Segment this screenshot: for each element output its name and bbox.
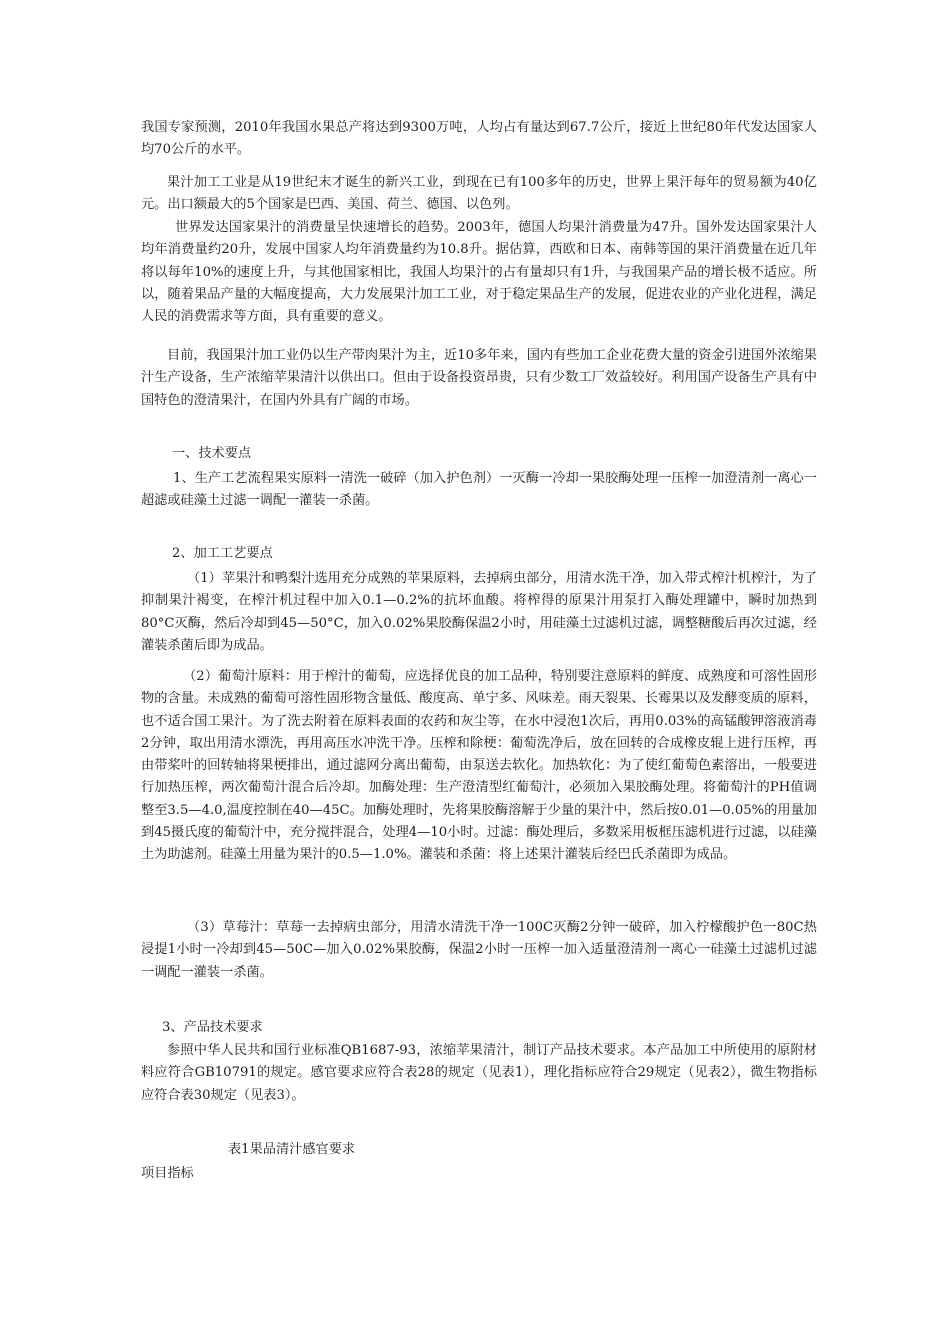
paragraph-standards: 参照中华人民共和国行业标准QB1687-93，浓缩苹果清汁，制订产品技术要求。本产品加工中所使用的原附材料应符合GB10791的规定。感官要求应符合表28的规定（见表1），理化指标应符合29规定（见表2），微生物指标应符合表30规定（见表3）。	[141, 1043, 817, 1103]
paragraph-apple-juice: （1）苹果汁和鸭梨汁选用充分成熟的苹果原料，去掉病虫部分，用清水洗干净，加入带式榨汁机榨汁，为了抑制果汁褐变，在榨汁机过程中加入0.1—0.2%的抗坏血酸。将榨得的原果汁用泵打入酶处理罐中，瞬时加热到80°C灭酶，然后冷却到45—50°C，加入0.02%果胶酶保温2小时，用硅藻土过滤机过滤，调整糖酸后再次过滤，经灌装杀菌后即为成品。	[141, 571, 817, 653]
heading-product-requirements: 3、产品技术要求	[162, 1020, 263, 1035]
table-caption: 表1果品清汁感官要求	[228, 1142, 356, 1157]
table-header-label: 项目指标	[141, 1166, 194, 1181]
paragraph-juice-industry: 果汁加工工业是从19世纪末才诞生的新兴工业，到现在已有100多年的历史，世界上果汗每年的贸易额为40亿元。出口额最大的5个国家是巴西、美国、荷兰、德国、以色列。	[141, 175, 817, 213]
paragraph-current-status: 目前，我国果汁加工业仍以生产带肉果汁为主，近10多年来，国内有些加工企业花费大量的资金引进国外浓缩果汁生产设备，生产浓缩苹果清汁以供出口。但由于设备投资昂贵，只有少数工厂效益较好。利用国产设备生产具有中国特色的澄清果汁，在国内外具有广阔的市场。	[141, 348, 817, 408]
paragraph-consumption: 世界发达国家果汁的消费量呈快速增长的趋势。2003年，德国人均果汁消费量为47升。国外发达国家果汁人均年消费量约20升，发展中国家人均年消费量约为10.8升。据估算，西欧和日本、南韩等国的果汗消费量在近几年将以每年10%的速度上升，与其他国家相比，我国人均果汁的占有量却只有1升，与我国果产品的增长极不适应。所以，随着果品产量的大幅度提高，大力发展果汁加工工业，对于稳定果品生产的发展，促进农业的产业化进程，满足人民的消费需求等方面，具有重要的意义。	[141, 220, 817, 325]
heading-technical-points: 一、技术要点	[172, 446, 252, 461]
paragraph-fruit-forecast: 我国专家预测，2010年我国水果总产将达到9300万吨，人均占有量达到67.7公斤，接近上世纪80年代发达国家人均70公斤的水平。	[141, 120, 817, 158]
paragraph-process-flow: 1、生产工艺流程果实原料一清洗一破碎（加入护色剂）一灭酶一冷却一果胶酶处理一压榨一加澄清剂一离心一超滤或硅藻土过滤一调配一灌装一杀菌。	[141, 471, 817, 509]
paragraph-strawberry-juice: （3）草莓汁：草莓一去掉病虫部分，用清水清洗干净一100C灭酶2分钟一破碎，加入柠檬酸护色一80C热浸提1小时一冷却到45—50C—加入0.02%果胶酶，保温2小时一压榨一加入适量澄清剂一离心一硅藻土过滤机过滤一调配一灌装一杀菌。	[141, 920, 817, 980]
heading-processing-points: 2、加工工艺要点	[172, 546, 273, 561]
paragraph-grape-juice: （2）葡萄汁原料：用于榨汁的葡萄，应选择优良的加工品种，特别要注意原料的鲜度、成熟度和可溶性固形物的含量。未成熟的葡萄可溶性固形物含量低、酸度高、单宁多、风味差。雨天裂果、长霉果以及发酵变质的原料，也不适合国工果汁。为了洗去附着在原料表面的农药和灰尘等，在水中浸泡1次后，再用0.03%的高锰酸钾溶液消毒2分钟，取出用清水漂洗，再用高压水冲洗干净。压榨和除梗：葡萄洗净后，放在回转的合成橡皮辊上进行压榨，再由带桨叶的回转轴将果梗排出，通过滤网分离出葡萄，由泵送去软化。加热软化：为了使红葡萄色素溶出，一般要进行加热压榨，两次葡萄汁混合后冷却。加酶处理：生产澄清型红葡萄汁，必须加入果胶酶处理。将葡萄汁的PH值调整至3.5—4.0,温度控制在40—45C。加酶处理时，先将果胶酶溶解于少量的果汁中，然后按0.01—0.05%的用量加到45摄氏度的葡萄汁中，充分搅拌混合，处理4—10小时。过滤：酶处理后，多数采用板框压滤机进行过滤，以硅藻土为助滤剂。硅藻土用量为果汁的0.5—1.0%。灌装和杀菌：将上述果汁灌装后经巴氏杀菌即为成品。	[141, 669, 817, 863]
